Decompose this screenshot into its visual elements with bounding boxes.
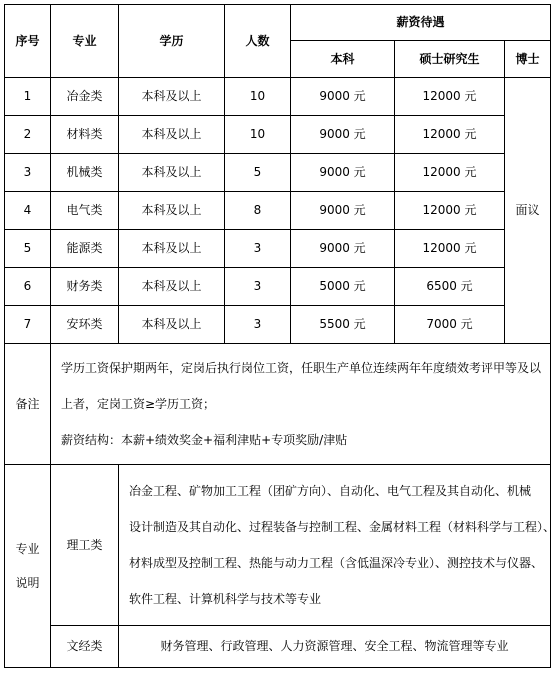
header-row-1 bbox=[5, 5, 551, 41]
header-salary: 薪资待遇 bbox=[291, 5, 551, 41]
cell-bachelor: 9000 元 bbox=[291, 192, 395, 230]
cell-master: 12000 元 bbox=[395, 78, 505, 116]
cell-no: 2 bbox=[5, 116, 51, 154]
cell-education: 本科及以上 bbox=[119, 154, 225, 192]
cell-master: 6500 元 bbox=[395, 268, 505, 306]
cell-master: 12000 元 bbox=[395, 154, 505, 192]
cell-major: 冶金类 bbox=[51, 78, 119, 116]
header-bachelor: 本科 bbox=[291, 41, 395, 78]
cell-bachelor: 9000 元 bbox=[291, 78, 395, 116]
cell-master: 7000 元 bbox=[395, 306, 505, 344]
cell-count: 10 bbox=[225, 116, 291, 154]
engineering-line: 材料成型及控制工程、热能与动力工程（含低温深冷专业）、测控技术与仪器、 bbox=[129, 556, 544, 570]
cell-count: 3 bbox=[225, 268, 291, 306]
remarks-label: 备注 bbox=[5, 344, 51, 465]
recruitment-table bbox=[4, 4, 555, 668]
cell-doctor-salary: 面议 bbox=[505, 78, 551, 344]
engineering-label: 理工类 bbox=[51, 465, 119, 626]
majors-engineering-row bbox=[5, 465, 551, 626]
cell-count: 8 bbox=[225, 192, 291, 230]
header-count: 人数 bbox=[225, 5, 291, 78]
engineering-line: 软件工程、计算机科学与技术等专业 bbox=[129, 592, 322, 606]
cell-no: 3 bbox=[5, 154, 51, 192]
table-row bbox=[5, 154, 551, 192]
remarks-line: 学历工资保护期两年，定岗后执行岗位工资，任职生产单位连续两年年度绩效考评甲等及以 bbox=[61, 361, 542, 375]
engineering-line: 设计制造及其自动化、过程装备与控制工程、金属材料工程（材料科学与工程）、 bbox=[129, 520, 555, 534]
header-education: 学历 bbox=[119, 5, 225, 78]
cell-major: 安环类 bbox=[51, 306, 119, 344]
cell-education: 本科及以上 bbox=[119, 192, 225, 230]
table-row bbox=[5, 78, 551, 116]
remarks-line: 上者，定岗工资≥学历工资； bbox=[61, 397, 216, 411]
table-row bbox=[5, 192, 551, 230]
table-row bbox=[5, 306, 551, 344]
cell-count: 5 bbox=[225, 154, 291, 192]
cell-count: 3 bbox=[225, 306, 291, 344]
cell-count: 10 bbox=[225, 78, 291, 116]
engineering-content bbox=[119, 465, 555, 626]
cell-major: 财务类 bbox=[51, 268, 119, 306]
table-row bbox=[5, 230, 551, 268]
cell-no: 1 bbox=[5, 78, 51, 116]
cell-no: 5 bbox=[5, 230, 51, 268]
table-row bbox=[5, 116, 551, 154]
cell-major: 机械类 bbox=[51, 154, 119, 192]
header-no: 序号 bbox=[5, 5, 51, 78]
cell-education: 本科及以上 bbox=[119, 78, 225, 116]
cell-no: 4 bbox=[5, 192, 51, 230]
cell-bachelor: 9000 元 bbox=[291, 230, 395, 268]
cell-major: 材料类 bbox=[51, 116, 119, 154]
header-master: 硕士研究生 bbox=[395, 41, 505, 78]
cell-education: 本科及以上 bbox=[119, 306, 225, 344]
cell-education: 本科及以上 bbox=[119, 230, 225, 268]
cell-no: 7 bbox=[5, 306, 51, 344]
majors-label bbox=[5, 465, 51, 668]
liberal-label: 文经类 bbox=[51, 626, 119, 668]
majors-label-line: 专业 bbox=[15, 542, 40, 556]
table-row bbox=[5, 268, 551, 306]
cell-master: 12000 元 bbox=[395, 116, 505, 154]
cell-master: 12000 元 bbox=[395, 230, 505, 268]
cell-bachelor: 9000 元 bbox=[291, 154, 395, 192]
cell-count: 3 bbox=[225, 230, 291, 268]
header-major: 专业 bbox=[51, 5, 119, 78]
cell-education: 本科及以上 bbox=[119, 268, 225, 306]
cell-no: 6 bbox=[5, 268, 51, 306]
remarks-line: 薪资结构：本薪+绩效奖金+福利津贴+专项奖励/津贴 bbox=[61, 433, 348, 447]
cell-bachelor: 9000 元 bbox=[291, 116, 395, 154]
majors-liberal-row bbox=[5, 626, 551, 668]
liberal-content: 财务管理、行政管理、人力资源管理、安全工程、物流管理等专业 bbox=[119, 626, 551, 668]
cell-major: 电气类 bbox=[51, 192, 119, 230]
cell-major: 能源类 bbox=[51, 230, 119, 268]
cell-bachelor: 5500 元 bbox=[291, 306, 395, 344]
remarks-content bbox=[51, 344, 551, 465]
cell-master: 12000 元 bbox=[395, 192, 505, 230]
cell-bachelor: 5000 元 bbox=[291, 268, 395, 306]
majors-label-line: 说明 bbox=[15, 576, 40, 590]
engineering-line: 冶金工程、矿物加工工程（团矿方向）、自动化、电气工程及其自动化、机械 bbox=[129, 484, 532, 498]
cell-education: 本科及以上 bbox=[119, 116, 225, 154]
header-doctor: 博士 bbox=[505, 41, 551, 78]
remarks-row bbox=[5, 344, 551, 465]
